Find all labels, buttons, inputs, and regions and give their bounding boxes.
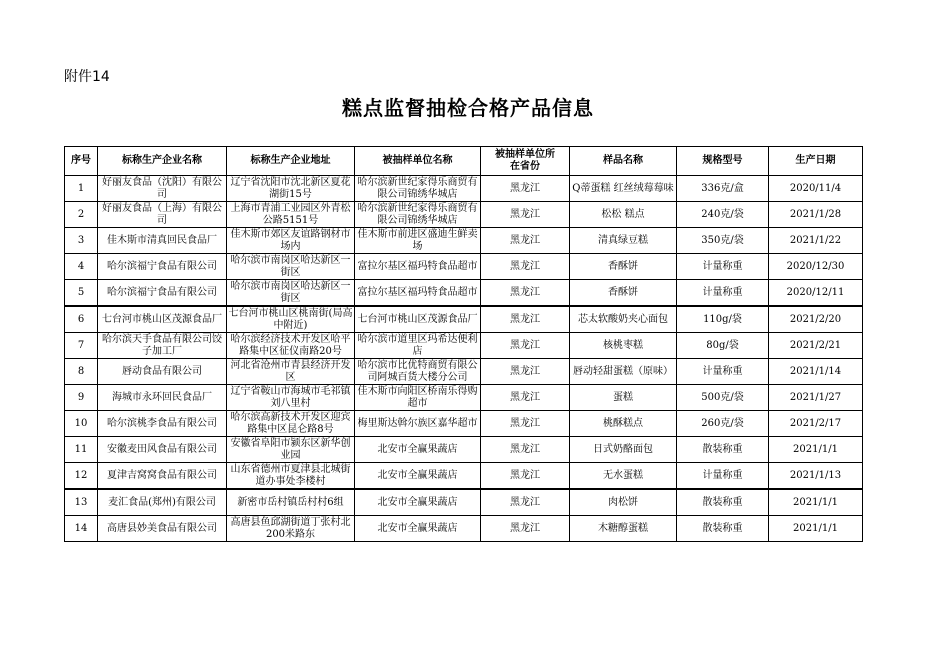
header-cell: 标称生产企业名称 bbox=[98, 147, 227, 176]
cell-sample-name: 桃酥糕点 bbox=[570, 411, 677, 437]
table-row bbox=[65, 202, 863, 228]
cell-sample-name: 清真绿豆糕 bbox=[570, 228, 677, 254]
cell-address: 佳木斯市郊区友谊路钢材市场内 bbox=[227, 228, 355, 254]
header-cell: 序号 bbox=[65, 147, 98, 176]
cell-sampled-unit: 哈尔滨新世纪家得乐商贸有限公司锦绣华城店 bbox=[355, 202, 481, 228]
cell-sampled-unit: 梅里斯达斡尔族区嘉华超市 bbox=[355, 411, 481, 437]
cell-sample-name: 日式奶酪面包 bbox=[570, 437, 677, 463]
cell-manufacturer: 哈尔滨福宁食品有限公司 bbox=[98, 254, 227, 280]
cell-spec: 240克/袋 bbox=[677, 202, 769, 228]
table-row bbox=[65, 176, 863, 202]
cell-sampled-unit: 北安市全赢果蔬店 bbox=[355, 437, 481, 463]
cell-sampled-unit: 北安市全赢果蔬店 bbox=[355, 516, 481, 542]
cell-sample-name: 无水蛋糕 bbox=[570, 463, 677, 490]
cell-index: 6 bbox=[65, 306, 98, 333]
cell-province: 黑龙江 bbox=[481, 463, 570, 490]
cell-manufacturer: 佳木斯市清真回民食品厂 bbox=[98, 228, 227, 254]
cell-manufacturer: 好丽友食品（上海）有限公司 bbox=[98, 202, 227, 228]
cell-manufacturer: 哈尔滨福宁食品有限公司 bbox=[98, 280, 227, 307]
page-title: 糕点监督抽检合格产品信息 bbox=[342, 96, 594, 120]
cell-production-date: 2021/1/27 bbox=[769, 385, 863, 411]
cell-manufacturer: 唇动食品有限公司 bbox=[98, 359, 227, 385]
cell-index: 13 bbox=[65, 489, 98, 516]
cell-sample-name: 肉松饼 bbox=[570, 489, 677, 516]
cell-sample-name: 松松 糕点 bbox=[570, 202, 677, 228]
cell-address: 辽宁省鞍山市海城市毛祁镇刘八里村 bbox=[227, 385, 355, 411]
cell-index: 11 bbox=[65, 437, 98, 463]
cell-production-date: 2021/1/1 bbox=[769, 516, 863, 542]
cell-index: 3 bbox=[65, 228, 98, 254]
table-row bbox=[65, 333, 863, 359]
cell-sampled-unit: 北安市全赢果蔬店 bbox=[355, 489, 481, 516]
header-cell: 生产日期 bbox=[769, 147, 863, 176]
cell-production-date: 2020/11/4 bbox=[769, 176, 863, 202]
cell-spec: 350克/袋 bbox=[677, 228, 769, 254]
header-cell: 被抽样单位所在省份 bbox=[481, 147, 570, 176]
cell-province: 黑龙江 bbox=[481, 437, 570, 463]
table-row bbox=[65, 254, 863, 280]
cell-address: 新密市岳村镇岳村村6组 bbox=[227, 489, 355, 516]
cell-production-date: 2021/1/14 bbox=[769, 359, 863, 385]
cell-address: 辽宁省沈阳市沈北新区夏花湖街15号 bbox=[227, 176, 355, 202]
attachment-label: 附件14 bbox=[64, 69, 110, 85]
cell-index: 10 bbox=[65, 411, 98, 437]
table-header-row bbox=[65, 147, 863, 176]
cell-sample-name: 核桃枣糕 bbox=[570, 333, 677, 359]
cell-province: 黑龙江 bbox=[481, 228, 570, 254]
cell-sampled-unit: 富拉尔基区福玛特食品超市 bbox=[355, 254, 481, 280]
cell-spec: 336克/盒 bbox=[677, 176, 769, 202]
cell-spec: 计量称重 bbox=[677, 254, 769, 280]
cell-sampled-unit: 佳木斯市向阳区桥南乐得购超市 bbox=[355, 385, 481, 411]
cell-production-date: 2021/2/20 bbox=[769, 306, 863, 333]
cell-index: 7 bbox=[65, 333, 98, 359]
cell-sampled-unit: 哈尔滨市比优特商贸有限公司阿城百货大楼分公司 bbox=[355, 359, 481, 385]
cell-spec: 散装称重 bbox=[677, 516, 769, 542]
table-row bbox=[65, 489, 863, 516]
cell-address: 哈尔滨经济技术开发区哈平路集中区征仪南路20号 bbox=[227, 333, 355, 359]
cell-sample-name: 芯太软酸奶夹心面包 bbox=[570, 306, 677, 333]
cell-address: 安徽省阜阳市颍东区新华创业园 bbox=[227, 437, 355, 463]
cell-sample-name: 蛋糕 bbox=[570, 385, 677, 411]
cell-sample-name: 香酥饼 bbox=[570, 280, 677, 307]
cell-address: 上海市青浦工业园区外青松公路5151号 bbox=[227, 202, 355, 228]
cell-spec: 散装称重 bbox=[677, 437, 769, 463]
cell-production-date: 2021/2/21 bbox=[769, 333, 863, 359]
header-cell: 被抽样单位名称 bbox=[355, 147, 481, 176]
cell-spec: 散装称重 bbox=[677, 489, 769, 516]
cell-production-date: 2021/1/1 bbox=[769, 489, 863, 516]
cell-address: 哈尔滨高新技术开发区迎宾路集中区昆仑路8号 bbox=[227, 411, 355, 437]
cell-manufacturer: 七台河市桃山区茂源食品厂 bbox=[98, 306, 227, 333]
cell-sampled-unit: 北安市全赢果蔬店 bbox=[355, 463, 481, 490]
cell-province: 黑龙江 bbox=[481, 176, 570, 202]
table-row bbox=[65, 280, 863, 307]
cell-address: 七台河市桃山区桃南街(局高中附近) bbox=[227, 306, 355, 333]
cell-index: 14 bbox=[65, 516, 98, 542]
cell-province: 黑龙江 bbox=[481, 202, 570, 228]
cell-production-date: 2020/12/30 bbox=[769, 254, 863, 280]
cell-spec: 500克/袋 bbox=[677, 385, 769, 411]
cell-manufacturer: 麦汇食品(郑州)有限公司 bbox=[98, 489, 227, 516]
cell-spec: 80g/袋 bbox=[677, 333, 769, 359]
cell-province: 黑龙江 bbox=[481, 306, 570, 333]
cell-production-date: 2021/2/17 bbox=[769, 411, 863, 437]
cell-sampled-unit: 哈尔滨市道里区玛希达便利店 bbox=[355, 333, 481, 359]
cell-index: 8 bbox=[65, 359, 98, 385]
cell-province: 黑龙江 bbox=[481, 333, 570, 359]
header-cell: 标称生产企业地址 bbox=[227, 147, 355, 176]
cell-manufacturer: 高唐县妙美食品有限公司 bbox=[98, 516, 227, 542]
cell-sample-name: Q蒂蛋糕 红丝绒莓莓味 bbox=[570, 176, 677, 202]
table-row bbox=[65, 437, 863, 463]
cell-sample-name: 唇动轻甜蛋糕（原味） bbox=[570, 359, 677, 385]
cell-sampled-unit: 佳木斯市前进区盛迪生鲜卖场 bbox=[355, 228, 481, 254]
cell-province: 黑龙江 bbox=[481, 489, 570, 516]
cell-address: 哈尔滨市南岗区哈达新区一街区 bbox=[227, 280, 355, 307]
table-row bbox=[65, 359, 863, 385]
cell-manufacturer: 安徽麦田风食品有限公司 bbox=[98, 437, 227, 463]
header-cell: 规格型号 bbox=[677, 147, 769, 176]
cell-manufacturer: 哈尔滨桃李食品有限公司 bbox=[98, 411, 227, 437]
cell-production-date: 2021/1/22 bbox=[769, 228, 863, 254]
cell-province: 黑龙江 bbox=[481, 280, 570, 307]
cell-manufacturer: 好丽友食品（沈阳）有限公司 bbox=[98, 176, 227, 202]
cell-sample-name: 木糖醇蛋糕 bbox=[570, 516, 677, 542]
cell-spec: 260克/袋 bbox=[677, 411, 769, 437]
cell-spec: 110g/袋 bbox=[677, 306, 769, 333]
cell-province: 黑龙江 bbox=[481, 254, 570, 280]
cell-spec: 计量称重 bbox=[677, 359, 769, 385]
cell-sampled-unit: 七台河市桃山区茂源食品厂 bbox=[355, 306, 481, 333]
table-row bbox=[65, 385, 863, 411]
table-row bbox=[65, 306, 863, 333]
cell-index: 12 bbox=[65, 463, 98, 490]
cell-province: 黑龙江 bbox=[481, 359, 570, 385]
cell-province: 黑龙江 bbox=[481, 385, 570, 411]
product-table bbox=[64, 146, 863, 542]
cell-province: 黑龙江 bbox=[481, 516, 570, 542]
cell-manufacturer: 海城市永环回民食品厂 bbox=[98, 385, 227, 411]
table-row bbox=[65, 228, 863, 254]
cell-address: 高唐县鱼邱湖街道丁张村北200米路东 bbox=[227, 516, 355, 542]
table-row bbox=[65, 463, 863, 490]
cell-address: 山东省德州市夏津县北城街道办事处李楼村 bbox=[227, 463, 355, 490]
cell-address: 河北省沧州市青县经济开发区 bbox=[227, 359, 355, 385]
cell-spec: 计量称重 bbox=[677, 280, 769, 307]
cell-province: 黑龙江 bbox=[481, 411, 570, 437]
table-row bbox=[65, 516, 863, 542]
cell-index: 2 bbox=[65, 202, 98, 228]
cell-spec: 计量称重 bbox=[677, 463, 769, 490]
cell-production-date: 2021/1/13 bbox=[769, 463, 863, 490]
cell-address: 哈尔滨市南岗区哈达新区一街区 bbox=[227, 254, 355, 280]
cell-index: 9 bbox=[65, 385, 98, 411]
table-row bbox=[65, 411, 863, 437]
cell-production-date: 2021/1/28 bbox=[769, 202, 863, 228]
cell-manufacturer: 哈尔滨天手食品有限公司饺子加工厂 bbox=[98, 333, 227, 359]
cell-index: 5 bbox=[65, 280, 98, 307]
cell-sampled-unit: 哈尔滨新世纪家得乐商贸有限公司锦绣华城店 bbox=[355, 176, 481, 202]
cell-production-date: 2021/1/1 bbox=[769, 437, 863, 463]
header-cell: 样品名称 bbox=[570, 147, 677, 176]
cell-sample-name: 香酥饼 bbox=[570, 254, 677, 280]
cell-manufacturer: 夏津吉窝窝食品有限公司 bbox=[98, 463, 227, 490]
cell-sampled-unit: 富拉尔基区福玛特食品超市 bbox=[355, 280, 481, 307]
cell-production-date: 2020/12/11 bbox=[769, 280, 863, 307]
cell-index: 4 bbox=[65, 254, 98, 280]
cell-index: 1 bbox=[65, 176, 98, 202]
